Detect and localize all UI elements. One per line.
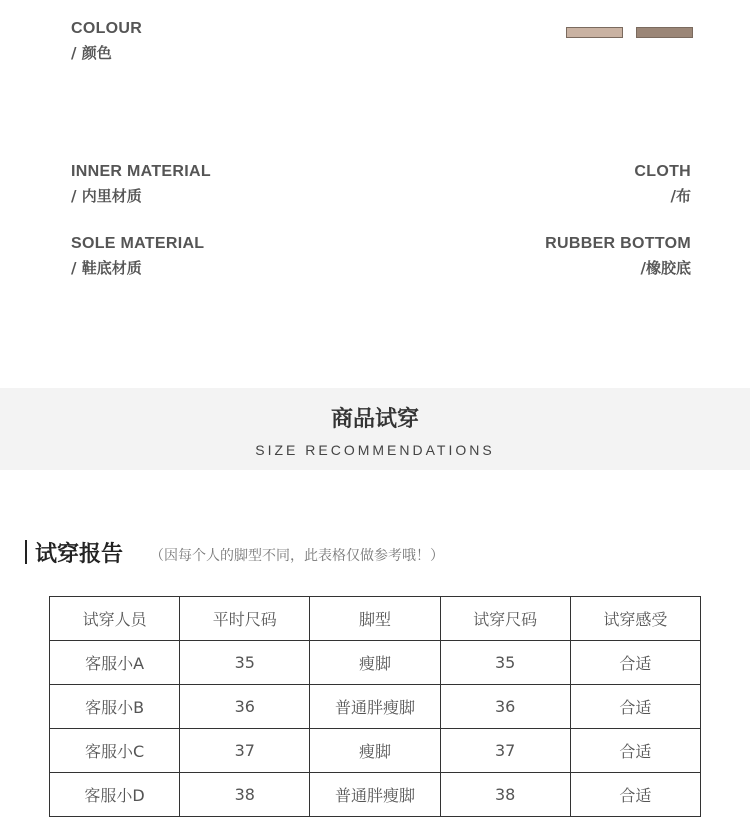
table-cell: 瘦脚	[310, 729, 440, 773]
sole-material-label: SOLE MATERIAL	[71, 235, 205, 252]
inner-material-value-zh: /布	[670, 187, 691, 205]
table-cell: 普通胖瘦脚	[310, 685, 440, 729]
size-table	[49, 596, 701, 817]
inner-material-value: CLOTH	[634, 163, 691, 180]
table-cell: 35	[440, 641, 570, 685]
table-header-row	[50, 597, 701, 641]
table-cell: 38	[440, 773, 570, 817]
inner-material-label: INNER MATERIAL	[71, 163, 211, 180]
table-row	[50, 641, 701, 685]
table-cell: 36	[180, 685, 310, 729]
table-header-cell: 试穿感受	[570, 597, 700, 641]
sole-material-value-zh: /橡胶底	[640, 259, 691, 277]
colour-label-zh: / 颜色	[71, 44, 112, 62]
table-header-cell: 平时尺码	[180, 597, 310, 641]
sole-material-value: RUBBER BOTTOM	[545, 235, 691, 252]
report-title: 试穿报告	[35, 542, 124, 567]
table-cell: 合适	[570, 773, 700, 817]
sole-material-label-zh: / 鞋底材质	[71, 259, 142, 277]
report-title-bar	[25, 540, 27, 564]
section-subtitle: SIZE RECOMMENDATIONS	[255, 442, 495, 458]
table-cell: 合适	[570, 729, 700, 773]
report-note: （因每个人的脚型不同，此表格仅做参考哦！）	[150, 548, 444, 564]
table-row	[50, 773, 701, 817]
colour-swatch-light	[566, 27, 623, 38]
table-cell: 普通胖瘦脚	[310, 773, 440, 817]
table-row	[50, 729, 701, 773]
inner-material-label-zh: / 内里材质	[71, 187, 142, 205]
table-header-cell: 试穿尺码	[440, 597, 570, 641]
table-row	[50, 685, 701, 729]
table-cell: 37	[180, 729, 310, 773]
table-cell: 36	[440, 685, 570, 729]
table-cell: 客服小C	[50, 729, 180, 773]
table-cell: 瘦脚	[310, 641, 440, 685]
table-cell: 35	[180, 641, 310, 685]
table-cell: 客服小D	[50, 773, 180, 817]
table-cell: 37	[440, 729, 570, 773]
table-cell: 合适	[570, 685, 700, 729]
table-cell: 客服小B	[50, 685, 180, 729]
table-header-cell: 试穿人员	[50, 597, 180, 641]
table-cell: 38	[180, 773, 310, 817]
table-cell: 客服小A	[50, 641, 180, 685]
section-title: 商品试穿	[330, 407, 419, 432]
colour-swatch-dark	[636, 27, 693, 38]
colour-label: COLOUR	[71, 20, 143, 37]
table-cell: 合适	[570, 641, 700, 685]
table-header-cell: 脚型	[310, 597, 440, 641]
